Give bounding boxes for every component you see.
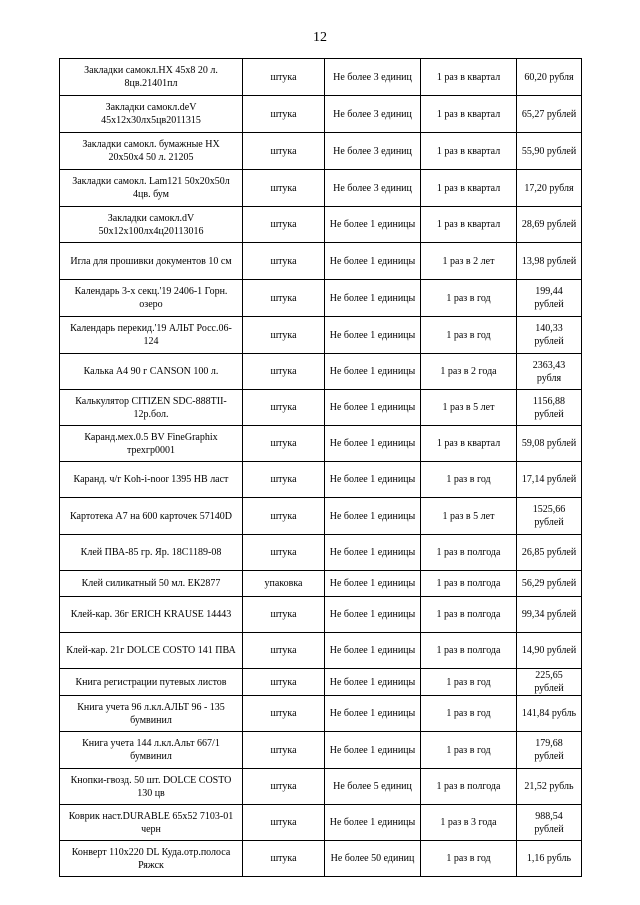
item-name-cell: Закладки самокл.dV 50x12x100лх4ц20113016 xyxy=(60,207,243,243)
item-name-cell: Книга учета 144 л.кл.Альт 667/1 бумвинил xyxy=(60,732,243,769)
table-row xyxy=(60,133,582,170)
item-name-cell: Картотека А7 на 600 карточек 57140D xyxy=(60,498,243,535)
table-row xyxy=(60,426,582,462)
price-cell: 141,84 рубль xyxy=(517,696,582,732)
quantity-cell: Не более 1 единицы xyxy=(325,633,421,669)
quantity-cell: Не более 1 единицы xyxy=(325,732,421,769)
price-cell: 26,85 рублей xyxy=(517,535,582,571)
quantity-cell: Не более 1 единицы xyxy=(325,426,421,462)
page-number: 12 xyxy=(313,30,327,45)
price-cell: 13,98 рублей xyxy=(517,243,582,280)
table-row xyxy=(60,498,582,535)
table-row xyxy=(60,696,582,732)
quantity-cell: Не более 1 единицы xyxy=(325,390,421,426)
item-name-cell: Каранд.мех.0.5 BV FineGraphix трехгр0001 xyxy=(60,426,243,462)
quantity-cell: Не более 1 единицы xyxy=(325,535,421,571)
items-table-body xyxy=(60,59,582,877)
unit-cell: штука xyxy=(243,841,325,877)
frequency-cell: 1 раз в квартал xyxy=(421,207,517,243)
quantity-cell: Не более 5 единиц xyxy=(325,769,421,805)
frequency-cell: 1 раз в 5 лет xyxy=(421,390,517,426)
frequency-cell: 1 раз в квартал xyxy=(421,426,517,462)
price-cell: 1,16 рубль xyxy=(517,841,582,877)
unit-cell: штука xyxy=(243,59,325,96)
quantity-cell: Не более 3 единиц xyxy=(325,96,421,133)
table-row xyxy=(60,354,582,390)
quantity-cell: Не более 1 единицы xyxy=(325,462,421,498)
item-name-cell: Коврик наст.DURABLE 65x52 7103-01 черн xyxy=(60,805,243,841)
quantity-cell: Не более 1 единицы xyxy=(325,317,421,354)
item-name-cell: Закладки самокл. Lam121 50x20x50л 4цв. бум xyxy=(60,170,243,207)
table-row xyxy=(60,317,582,354)
price-cell: 199,44 рублей xyxy=(517,280,582,317)
frequency-cell: 1 раз в 3 года xyxy=(421,805,517,841)
frequency-cell: 1 раз в 5 лет xyxy=(421,498,517,535)
item-name-cell: Закладки самокл.deV 45x12x30лх5цв2011315 xyxy=(60,96,243,133)
quantity-cell: Не более 1 единицы xyxy=(325,243,421,280)
price-cell: 99,34 рублей xyxy=(517,597,582,633)
price-cell: 1156,88 рублей xyxy=(517,390,582,426)
unit-cell: штука xyxy=(243,317,325,354)
item-name-cell: Каранд. ч/г Koh-i-noor 1395 HB ласт xyxy=(60,462,243,498)
price-cell: 14,90 рублей xyxy=(517,633,582,669)
frequency-cell: 1 раз в год xyxy=(421,462,517,498)
table-row xyxy=(60,390,582,426)
price-cell: 140,33 рублей xyxy=(517,317,582,354)
item-name-cell: Книга регистрации путевых листов xyxy=(60,669,243,696)
unit-cell: штука xyxy=(243,462,325,498)
unit-cell: штука xyxy=(243,535,325,571)
unit-cell: штука xyxy=(243,732,325,769)
unit-cell: штука xyxy=(243,390,325,426)
price-cell: 59,08 рублей xyxy=(517,426,582,462)
table-row xyxy=(60,633,582,669)
frequency-cell: 1 раз в полгода xyxy=(421,633,517,669)
item-name-cell: Клей-кар. 21г DOLCE COSTO 141 ПВА xyxy=(60,633,243,669)
unit-cell: штука xyxy=(243,805,325,841)
price-cell: 1525,66 рублей xyxy=(517,498,582,535)
table-row xyxy=(60,597,582,633)
item-name-cell: Календарь 3-х секц.'19 2406-1 Горн. озеро xyxy=(60,280,243,317)
price-cell: 65,27 рублей xyxy=(517,96,582,133)
table-row xyxy=(60,805,582,841)
table-row xyxy=(60,732,582,769)
table-row xyxy=(60,571,582,597)
unit-cell: штука xyxy=(243,426,325,462)
quantity-cell: Не более 3 единиц xyxy=(325,170,421,207)
unit-cell: штука xyxy=(243,96,325,133)
unit-cell: штука xyxy=(243,633,325,669)
item-name-cell: Книга учета 96 л.кл.АЛЬТ 96 - 135 бумвинил xyxy=(60,696,243,732)
unit-cell: штука xyxy=(243,696,325,732)
price-cell: 28,69 рублей xyxy=(517,207,582,243)
quantity-cell: Не более 3 единиц xyxy=(325,59,421,96)
price-cell: 55,90 рублей xyxy=(517,133,582,170)
unit-cell: штука xyxy=(243,170,325,207)
item-name-cell: Клей ПВА-85 гр. Яр. 18С1189-08 xyxy=(60,535,243,571)
unit-cell: штука xyxy=(243,133,325,170)
item-name-cell: Калька А4 90 г CANSON 100 л. xyxy=(60,354,243,390)
quantity-cell: Не более 3 единиц xyxy=(325,133,421,170)
quantity-cell: Не более 1 единицы xyxy=(325,354,421,390)
item-name-cell: Кнопки-гвозд. 50 шт. DOLCE COSTO 130 цв xyxy=(60,769,243,805)
table-row xyxy=(60,207,582,243)
price-cell: 60,20 рубля xyxy=(517,59,582,96)
quantity-cell: Не более 1 единицы xyxy=(325,669,421,696)
frequency-cell: 1 раз в год xyxy=(421,317,517,354)
unit-cell: штука xyxy=(243,243,325,280)
table-row xyxy=(60,462,582,498)
frequency-cell: 1 раз в год xyxy=(421,696,517,732)
quantity-cell: Не более 1 единицы xyxy=(325,696,421,732)
unit-cell: штука xyxy=(243,280,325,317)
quantity-cell: Не более 1 единицы xyxy=(325,498,421,535)
frequency-cell: 1 раз в квартал xyxy=(421,133,517,170)
quantity-cell: Не более 1 единицы xyxy=(325,280,421,317)
price-cell: 2363,43 рубля xyxy=(517,354,582,390)
unit-cell: штука xyxy=(243,669,325,696)
table-row xyxy=(60,669,582,696)
item-name-cell: Закладки самокл.HX 45x8 20 л. 8цв.21401пл xyxy=(60,59,243,96)
item-name-cell: Калькулятор CITIZEN SDC-888TII-12р.бол. xyxy=(60,390,243,426)
frequency-cell: 1 раз в квартал xyxy=(421,59,517,96)
frequency-cell: 1 раз в квартал xyxy=(421,170,517,207)
table-row xyxy=(60,170,582,207)
item-name-cell: Закладки самокл. бумажные HX 20x50x4 50 л. 21205 xyxy=(60,133,243,170)
table-row xyxy=(60,280,582,317)
frequency-cell: 1 раз в полгода xyxy=(421,535,517,571)
item-name-cell: Календарь перекид.'19 АЛЬТ Росс.06-124 xyxy=(60,317,243,354)
quantity-cell: Не более 1 единицы xyxy=(325,571,421,597)
item-name-cell: Игла для прошивки документов 10 см xyxy=(60,243,243,280)
items-table xyxy=(59,58,582,877)
unit-cell: штука xyxy=(243,207,325,243)
quantity-cell: Не более 1 единицы xyxy=(325,805,421,841)
price-cell: 988,54 рублей xyxy=(517,805,582,841)
table-row xyxy=(60,841,582,877)
unit-cell: упаковка xyxy=(243,571,325,597)
frequency-cell: 1 раз в год xyxy=(421,732,517,769)
frequency-cell: 1 раз в полгода xyxy=(421,597,517,633)
unit-cell: штука xyxy=(243,597,325,633)
table-row xyxy=(60,535,582,571)
frequency-cell: 1 раз в 2 года xyxy=(421,354,517,390)
frequency-cell: 1 раз в квартал xyxy=(421,96,517,133)
price-cell: 179,68 рублей xyxy=(517,732,582,769)
table-row xyxy=(60,96,582,133)
unit-cell: штука xyxy=(243,354,325,390)
quantity-cell: Не более 50 единиц xyxy=(325,841,421,877)
price-cell: 225,65 рублей xyxy=(517,669,582,696)
quantity-cell: Не более 1 единицы xyxy=(325,207,421,243)
table-row xyxy=(60,243,582,280)
frequency-cell: 1 раз в год xyxy=(421,841,517,877)
price-cell: 56,29 рублей xyxy=(517,571,582,597)
unit-cell: штука xyxy=(243,498,325,535)
item-name-cell: Клей-кар. 36г ERICH KRAUSE 14443 xyxy=(60,597,243,633)
unit-cell: штука xyxy=(243,769,325,805)
table-row xyxy=(60,59,582,96)
price-cell: 17,14 рублей xyxy=(517,462,582,498)
quantity-cell: Не более 1 единицы xyxy=(325,597,421,633)
table-row xyxy=(60,769,582,805)
frequency-cell: 1 раз в полгода xyxy=(421,769,517,805)
frequency-cell: 1 раз в 2 лет xyxy=(421,243,517,280)
item-name-cell: Клей силикатный 50 мл. ЕК2877 xyxy=(60,571,243,597)
price-cell: 21,52 рубль xyxy=(517,769,582,805)
frequency-cell: 1 раз в год xyxy=(421,669,517,696)
frequency-cell: 1 раз в полгода xyxy=(421,571,517,597)
price-cell: 17,20 рубля xyxy=(517,170,582,207)
item-name-cell: Конверт 110x220 DL Куда.отр.полоса Ряжск xyxy=(60,841,243,877)
frequency-cell: 1 раз в год xyxy=(421,280,517,317)
